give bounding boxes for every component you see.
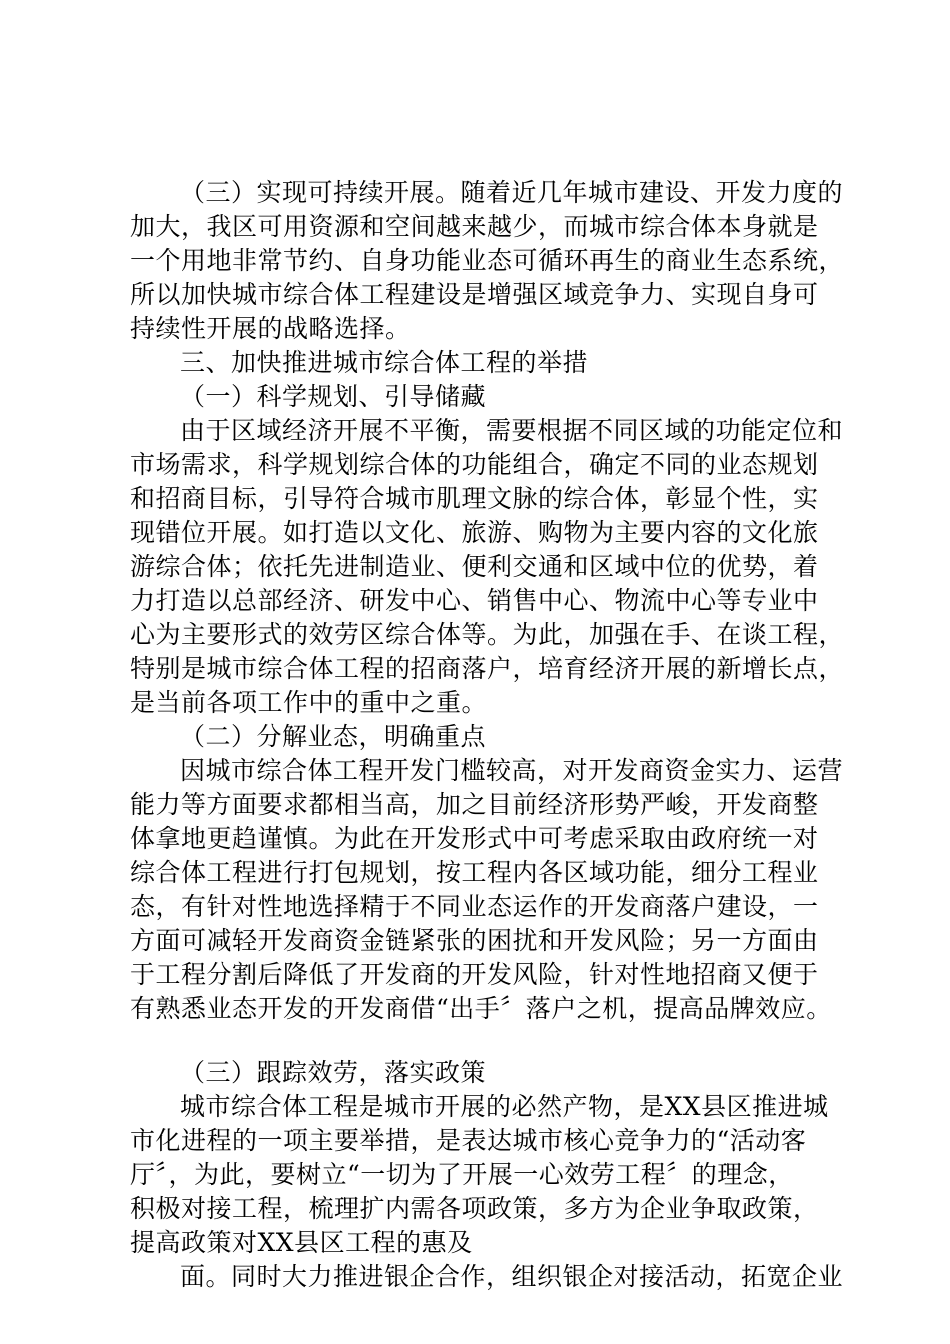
paragraph-line: 由于区域经济开展不平衡，需要根据不同区域的功能定位和 [180, 416, 844, 445]
paragraph-line: 城市综合体工程是城市开展的必然产物，是XX县区推进城 [180, 1092, 829, 1121]
paragraph-line: 有熟悉业态开发的开发商借“出手〞落户之机，提高品牌效应。 [130, 994, 832, 1023]
paragraph-line: 综合体工程进行打包规划，按工程内各区域功能，细分工程业 [130, 858, 819, 887]
paragraph-line: 是当前各项工作中的重中之重。 [130, 688, 488, 717]
paragraph-line: 和招商目标，引导符合城市肌理文脉的综合体，彰显个性，实 [130, 484, 819, 513]
paragraph-line: 因城市综合体工程开发门槛较高，对开发商资金实力、运营 [180, 756, 844, 785]
paragraph-line: 厅〞，为此，要树立“一切为了开展一心效劳工程〞的理念， [130, 1160, 794, 1189]
paragraph-line: 体拿地更趋谨慎。为此在开发形式中可考虑采取由政府统一对 [130, 824, 819, 853]
paragraph-line: 心为主要形式的效劳区综合体等。为此，加强在手、在谈工程， [130, 620, 845, 649]
paragraph-line: 于工程分割后降低了开发商的开发风险，针对性地招商又便于 [130, 960, 819, 989]
paragraph-line: 市化进程的一项主要举措，是表达城市核心竞争力的“活动客 [130, 1126, 807, 1155]
paragraph-line: （三）实现可持续开展。随着近几年城市建设、开发力度的 [180, 178, 844, 207]
paragraph-line: 市场需求，科学规划综合体的功能组合，确定不同的业态规划 [130, 450, 819, 479]
paragraph-line: 所以加快城市综合体工程建设是增强区域竞争力、实现自身可 [130, 280, 819, 309]
paragraph-line: 积极对接工程，梳理扩内需各项政策，多方为企业争取政策， [130, 1194, 819, 1223]
paragraph-line: 游综合体；依托先进制造业、便利交通和区域中位的优势，着 [130, 552, 819, 581]
subsection-heading: （一）科学规划、引导储藏 [180, 382, 487, 411]
paragraph-line: 态，有针对性地选择精于不同业态运作的开发商落户建设，一 [130, 892, 819, 921]
paragraph-line: 特别是城市综合体工程的招商落户，培育经济开展的新增长点， [130, 654, 845, 683]
paragraph-line: 现错位开展。如打造以文化、旅游、购物为主要内容的文化旅 [130, 518, 819, 547]
subsection-heading: （三）跟踪效劳，落实政策 [180, 1058, 487, 1087]
paragraph-line: 力打造以总部经济、研发中心、销售中心、物流中心等专业中 [130, 586, 819, 615]
paragraph-line: 能力等方面要求都相当高，加之目前经济形势严峻，开发商整 [130, 790, 819, 819]
paragraph-line: 提高政策对XX县区工程的惠及 [130, 1228, 473, 1257]
paragraph-line: 加大，我区可用资源和空间越来越少，而城市综合体本身就是 [130, 212, 819, 241]
paragraph-line: 面。同时大力推进银企合作，组织银企对接活动，拓宽企业 [180, 1262, 844, 1291]
paragraph-line: 一个用地非常节约、自身功能业态可循环再生的商业生态系统， [130, 246, 845, 275]
subsection-heading: （二）分解业态，明确重点 [180, 722, 487, 751]
section-heading: 三、加快推进城市综合体工程的举措 [180, 348, 589, 377]
paragraph-line: 持续性开展的战略选择。 [130, 314, 411, 343]
paragraph-line: 方面可减轻开发商资金链紧张的困扰和开发风险；另一方面由 [130, 926, 819, 955]
